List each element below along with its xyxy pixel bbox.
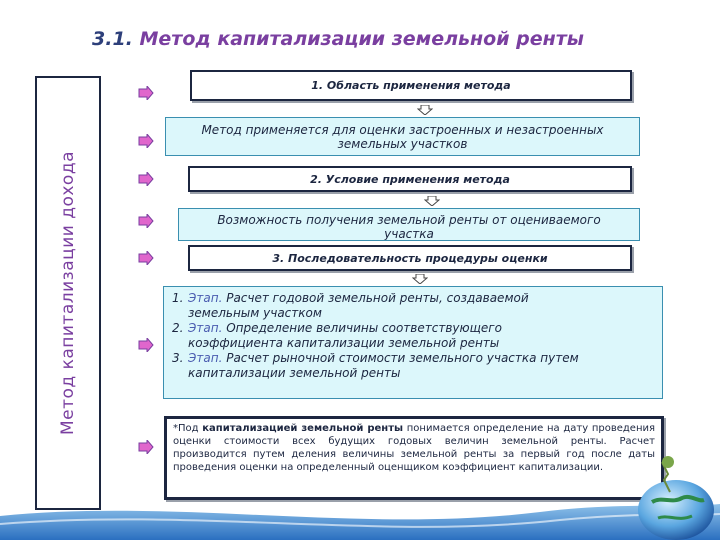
section-1-body: [165, 117, 640, 156]
section-2-body-line-1: Возможность получения земельной ренты от оцениваемого: [217, 213, 601, 227]
section-3-header-text: 3. Последовательность процедуры оценки: [272, 252, 548, 265]
stage-number: 1.: [172, 291, 184, 305]
method-frame-label: Метод капитализации дохода: [58, 151, 78, 435]
section-2-header: [188, 166, 632, 192]
stage-text: Определение величины соответствующего: [222, 321, 502, 335]
stage-number: 2.: [172, 321, 184, 335]
title-text: Метод капитализации земельной ренты: [139, 28, 584, 50]
arrow-right-icon: [138, 440, 154, 454]
note-term: капитализацией земельной ренты: [202, 423, 404, 434]
title-number: 3.1.: [92, 28, 133, 50]
section-1-body-line-1: Метод применяется для оценки застроенных и незастроенных: [201, 123, 604, 137]
stage-text-cont: земельным участком: [188, 306, 322, 320]
arrow-down-icon: [417, 105, 433, 115]
arrow-down-icon: [412, 274, 428, 284]
globe-decoration-icon: [618, 452, 718, 540]
arrow-right-icon: [138, 251, 154, 265]
stage-text: Расчет рыночной стоимости земельного участка путем: [222, 351, 579, 365]
section-3-header: [188, 245, 632, 271]
stage-item: [172, 351, 656, 381]
arrow-right-icon: [138, 134, 154, 148]
section-2-header-text: 2. Условие применения метода: [310, 173, 510, 186]
wave-decoration: [0, 494, 720, 540]
section-1-body-line-2: земельных участков: [337, 137, 468, 151]
stages-list: [163, 286, 663, 399]
stage-text: Расчет годовой земельной ренты, создаваемой: [222, 291, 529, 305]
stage-item: [172, 321, 656, 351]
note-text: понимается определение на дату проведения оценки стоимости всех будущих годовых величин земельной ренты. Расчет производится путем деления величины земельной ренты за первый год после даты проведения оценки на определенный оценщиком коэффициент капитализации.: [173, 423, 655, 473]
section-1-header-text: 1. Область применения метода: [311, 79, 511, 92]
section-2-body-line-2: участка: [384, 227, 434, 241]
stage-text-cont: капитализации земельной ренты: [188, 366, 401, 380]
arrow-right-icon: [138, 172, 154, 186]
section-2-body: [178, 208, 640, 241]
page-title: [92, 28, 692, 50]
arrow-right-icon: [138, 86, 154, 100]
stage-number: 3.: [172, 351, 184, 365]
stage-label: Этап.: [188, 351, 223, 365]
note-prefix: *Под: [173, 423, 203, 434]
arrow-right-icon: [138, 214, 154, 228]
arrow-down-icon: [424, 196, 440, 206]
definition-note: [164, 416, 664, 500]
stage-text-cont: коэффициента капитализации земельной ренты: [188, 336, 500, 350]
section-1-header: [190, 70, 632, 101]
arrow-right-icon: [138, 338, 154, 352]
stage-label: Этап.: [188, 291, 223, 305]
stage-label: Этап.: [188, 321, 223, 335]
stage-item: [172, 291, 656, 321]
method-frame: [35, 76, 101, 510]
